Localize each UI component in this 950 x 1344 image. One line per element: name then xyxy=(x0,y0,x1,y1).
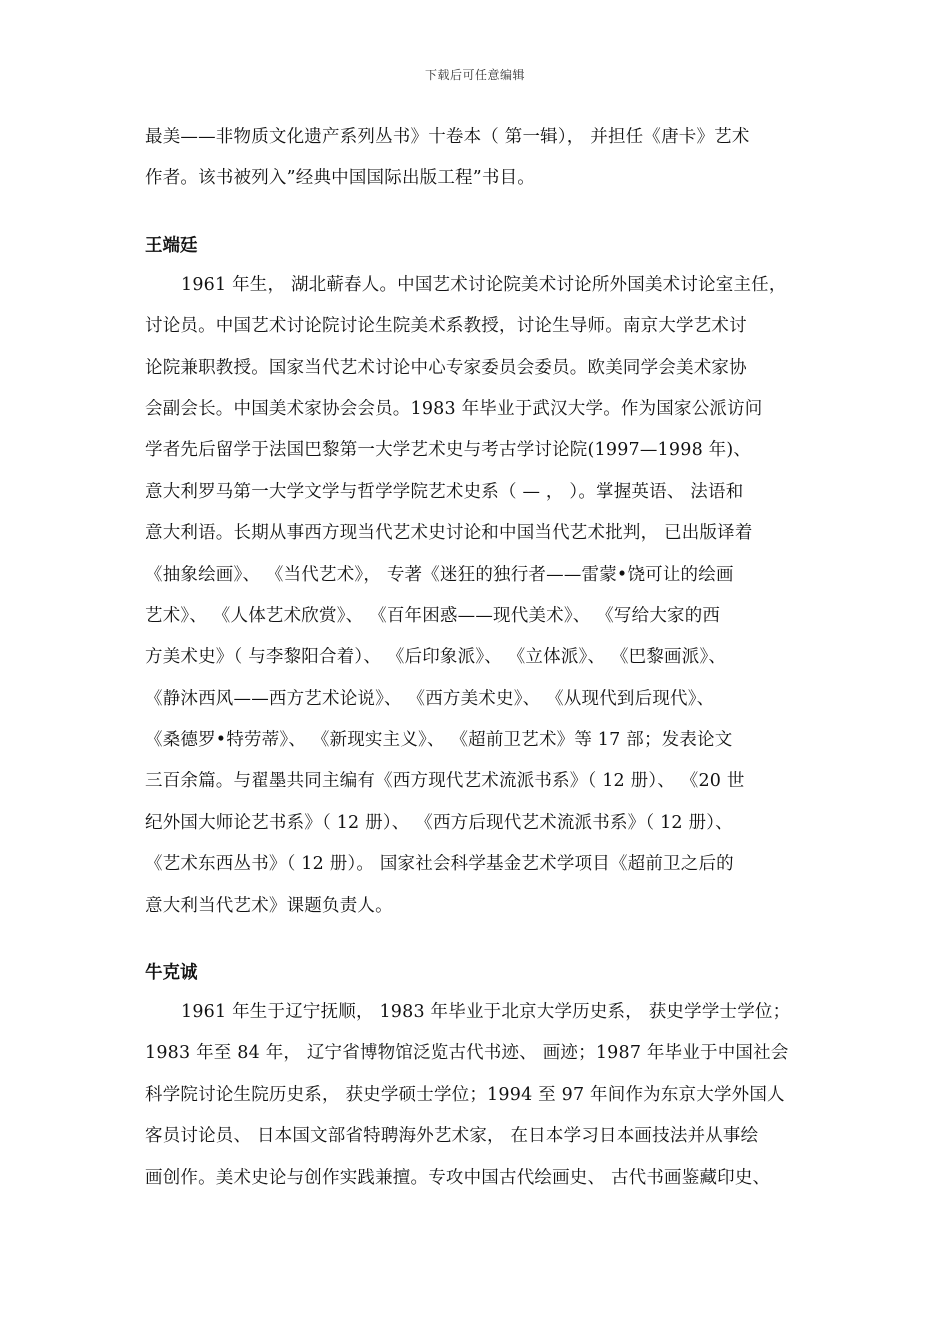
bio-paragraph-line: 《抽象绘画》、 《当代艺术》， 专著《迷狂的独行者——雷蒙•饶可让的绘画 xyxy=(145,564,734,585)
bio-paragraph-line: 客员讨论员、 日本国文部省特聘海外艺术家， 在日本学习日本画技法并从事绘 xyxy=(145,1126,759,1147)
bio-paragraph-line: 《桑德罗•特劳蒂》、 《新现实主义》、 《超前卫艺术》等 17 部；发表论文 xyxy=(145,730,733,751)
bio-paragraph-line: 《静沐西风——西方艺术论说》、 《西方美术史》、 《从现代到后现代》、 xyxy=(145,688,715,709)
bio-paragraph-line: 意大利当代艺术》课题负责人。 xyxy=(145,895,393,916)
bio-paragraph-line: 意大利语。长期从事西方现当代艺术史讨论和中国当代艺术批判， 已出版译着 xyxy=(145,523,753,544)
bio-paragraph-line: 《艺术东西丛书》（ 12 册）。 国家社会科学基金艺术学项目《超前卫之后的 xyxy=(145,854,734,875)
bio-paragraph-line: 科学院讨论生院历史系， 获史学硕士学位；1994 至 97 年间作为东京大学外国人 xyxy=(145,1084,785,1105)
document-body xyxy=(145,124,825,1206)
bio-paragraph-line: 会副会长。中国美术家协会会员。1983 年毕业于武汉大学。作为国家公派访问 xyxy=(145,398,763,419)
section-heading-wang-duanting: 王端廷 xyxy=(145,235,198,256)
bio-paragraph-line: 1961 年生， 湖北蕲春人。中国艺术讨论院美术讨论所外国美术讨论室主任， xyxy=(181,274,787,295)
spacer xyxy=(145,260,825,272)
bio-paragraph-line: 1983 年至 84 年， 辽宁省博物馆泛览古代书迹、 画迹；1987 年毕业于中国社会 xyxy=(145,1043,789,1064)
bio-paragraph-line: 方美术史》（ 与李黎阳合着）、 《后印象派》、 《立体派》、 《巴黎画派》、 xyxy=(145,647,727,668)
spacer xyxy=(145,207,825,233)
intro-line: 作者。该书被列入”经典中国国际出版工程”书目。 xyxy=(145,168,535,189)
bio-paragraph-line: 学者先后留学于法国巴黎第一大学艺术史与考古学讨论院(1997—1998 年)、 xyxy=(145,440,752,461)
bio-paragraph-line: 画创作。美术史论与创作实践兼擅。专攻中国古代绘画史、 古代书画鉴藏印史、 xyxy=(145,1167,771,1188)
bio-paragraph-line: 纪外国大师论艺书系》（ 12 册）、 《西方后现代艺术流派书系》（ 12 册）、 xyxy=(145,812,733,833)
spacer xyxy=(145,934,825,960)
bio-paragraph-line: 意大利罗马第一大学文学与哲学学院艺术史系（ — ， ）。掌握英语、 法语和 xyxy=(145,481,744,502)
bio-paragraph-line: 三百余篇。与翟墨共同主编有《西方现代艺术流派书系》（ 12 册）、 《20 世 xyxy=(145,771,745,792)
section-heading-niu-kecheng: 牛克诚 xyxy=(145,963,198,984)
intro-line: 最美——非物质文化遗产系列丛书》十卷本（ 第一辑）， 并担任《唐卡》艺术 xyxy=(145,127,750,147)
bio-paragraph-line: 1961 年生于辽宁抚顺， 1983 年毕业于北京大学历史系， 获史学学士学位； xyxy=(181,1002,791,1023)
spacer xyxy=(145,987,825,999)
bio-paragraph-line: 论院兼职教授。国家当代艺术讨论中心专家委员会委员。欧美同学会美术家协 xyxy=(145,357,747,378)
bio-paragraph-line: 讨论员。中国艺术讨论院讨论生院美术系教授，讨论生导师。南京大学艺术讨 xyxy=(145,316,747,337)
bio-paragraph-line: 艺术》、 《人体艺术欣赏》、 《百年困惑——现代美术》、 《写给大家的西 xyxy=(145,605,721,626)
page-header: 下载后可任意编辑 xyxy=(424,68,525,82)
